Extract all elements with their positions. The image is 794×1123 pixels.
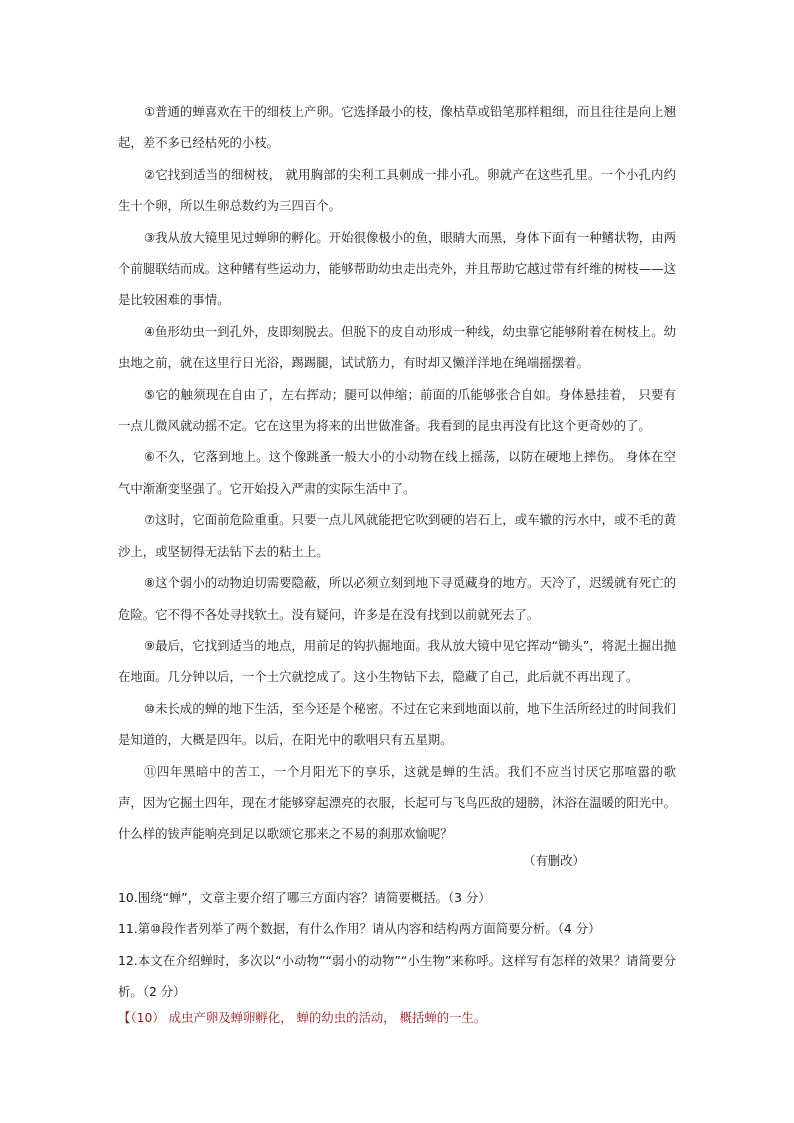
paragraph-4: ④鱼形幼虫一到孔外，皮即刻脱去。但脱下的皮自动形成一种线，幼虫靠它能够附着在树枝上。幼虫地之前，就在这里行日光浴，踢踢腿，试试筋力，有时却又懒洋洋地在绳端摇摆着。 [118,323,676,371]
paragraph-11: ⑪四年黑暗中的苦工，一个月阳光下的享乐，这就是蝉的生活。我们不应当讨厌它那喧嚣的歌声，因为它掘土四年，现在才能够穿起漂亮的衣服，长起可与飞鸟匹敌的翅膀，沐浴在温暖的阳光中。什么样的钹声能响亮到足以歌颂它那来之不易的刹那欢愉呢？ [118,763,676,842]
paragraph-5: ⑤它的触须现在自由了，左右挥动；腿可以伸缩；前面的爪能够张合自如。身体悬挂着， 只要有一点儿微风就动摇不定。它在这里为将来的出世做准备。我看到的昆虫再没有比这个更奇妙的了。 [118,386,676,434]
paragraph-6: ⑥不久，它落到地上。这个像跳蚤一般大小的小动物在线上摇荡，以防在硬地上摔伤。 身体在空气中渐渐变坚强了。它开始投入严肃的实际生活中了。 [118,449,676,496]
question-11: 11.第⑩段作者列举了两个数据，有什么作用？请从内容和结构两方面简要分析。（4 分） [118,921,601,937]
question-12: 12.本文在介绍蝉时，多次以“小动物”“弱小的动物”“小生物”来称呼。这样写有怎样的效果？请简要分析。（2 分） [118,952,676,1000]
article-body [118,96,676,850]
paragraph-10: ⑩未长成的蝉的地下生活，至今还是个秘密。不过在它来到地面以前，地下生活所经过的时间我们是知道的，大概是四年。以后，在阳光中的歌唱只有五星期。 [118,700,676,748]
abridged-note: （有删改） [523,853,585,868]
paragraph-8: ⑧这个弱小的动物迫切需要隐蔽，所以必须立刻到地下寻觅藏身的地方。天冷了，迟缓就有死亡的危险。它不得不各处寻找软土。没有疑问，许多是在没有找到以前就死去了。 [118,575,676,622]
paragraph-3: ③我从放大镜里见过蝉卵的孵化。开始很像极小的鱼，眼睛大而黑，身体下面有一种鳍状物，由两个前腿联结而成。这种鳍有些运动力，能够帮助幼虫走出壳外，并且帮助它越过带有纤维的树枝——这是比较困难的事情。 [118,229,676,308]
paragraph-1: ①普通的蝉喜欢在干的细枝上产卵。它选择最小的枝，像枯草或铅笔那样粗细，而且往往是向上翘起，差不多已经枯死的小枝。 [118,104,676,151]
questions-block [118,882,676,1008]
question-10: 10.围绕“蝉”，文章主要介绍了哪三方面内容？请简要概括。（3 分） [118,890,491,905]
paragraph-2: ②它找到适当的细树枝， 就用胸部的尖利工具刺成一排小孔。卵就产在这些孔里。一个小孔内约生十个卵，所以生卵总数约为三四百个。 [118,166,676,214]
paragraph-9: ⑨最后，它找到适当的地点，用前足的钩扒掘地面。我从放大镜中见它挥动“锄头”，将泥土掘出抛在地面。几分钟以后，一个土穴就挖成了。这小生物钻下去，隐藏了自己，此后就不再出现了。 [118,637,676,685]
answer-text: 【（10） 成虫产卵及蝉卵孵化， 蝉的幼虫的活动， 概括蝉的一生。 [118,1010,487,1025]
paragraph-7: ⑦这时，它面前危险重重。只要一点儿风就能把它吹到硬的岩石上，或车辙的污水中，或不毛的黄沙上，或坚韧得无法钻下去的粘土上。 [118,512,676,559]
